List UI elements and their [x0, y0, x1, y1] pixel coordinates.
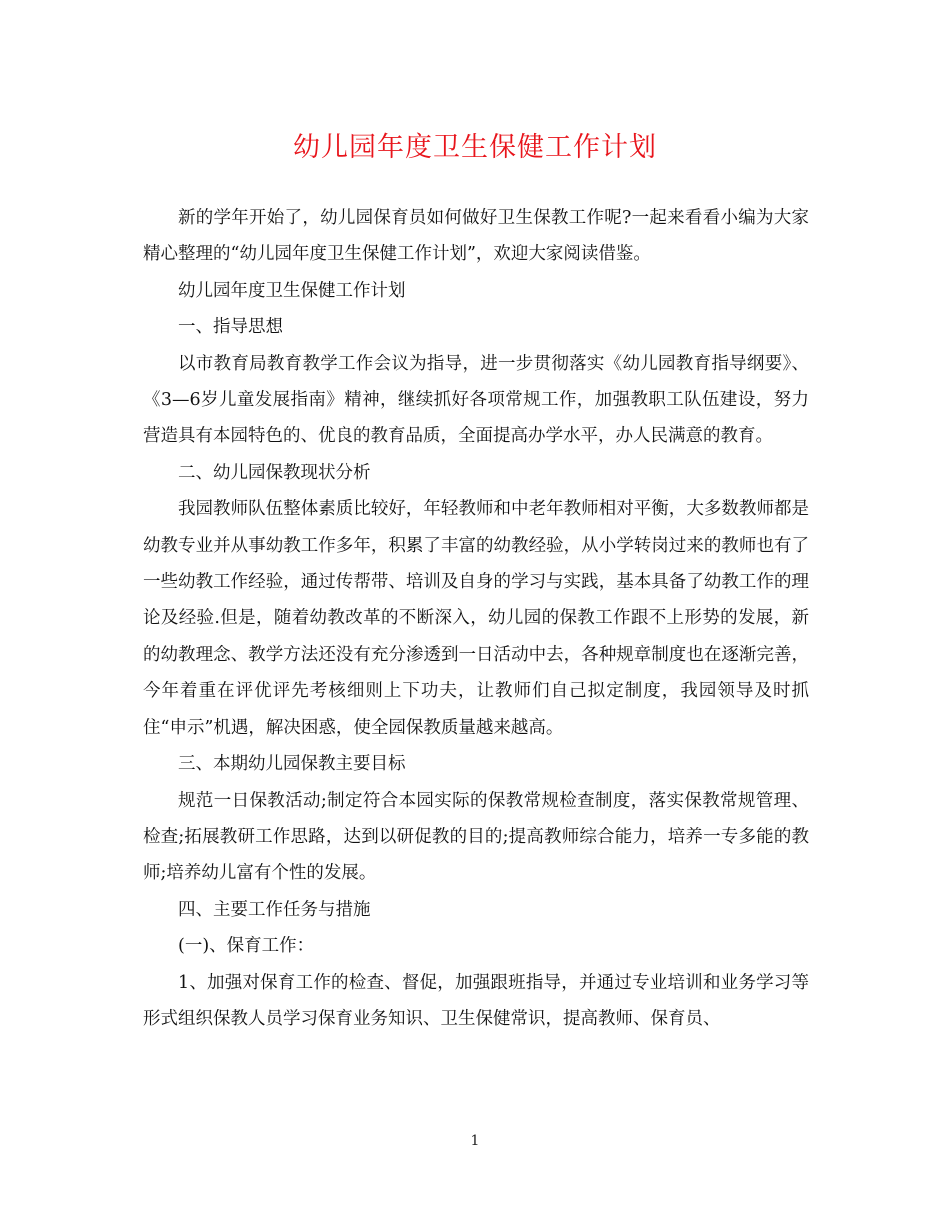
paragraph-main-goals: 规范一日保教活动;制定符合本园实际的保教常规检查制度，落实保教常规管理、检查;拓展教研工作思路，达到以研促教的目的;提高教师综合能力，培养一专多能的教师;培养幼儿富有个性的发展。: [143, 790, 809, 884]
section-heading-tasks-measures: 四、主要工作任务与措施: [178, 899, 371, 920]
section-heading-guiding-ideology: 一、指导思想: [178, 317, 283, 338]
paragraph-guiding-ideology: 以市教育局教育教学工作会议为指导，进一步贯彻落实《幼儿园教育指导纲要》、《3—6岁儿童发展指南》精神，继续抓好各项常规工作，加强教职工队伍建设，努力营造具有本园特色的、优良的教育品质，全面提高办学水平，办人民满意的教育。: [143, 353, 809, 447]
section-heading-status-analysis: 二、幼儿园保教现状分析: [178, 462, 371, 483]
paragraph-intro: 新的学年开始了，幼儿园保育员如何做好卫生保教工作呢?一起来看看小编为大家精心整理的“幼儿园年度卫生保健工作计划”，欢迎大家阅读借鉴。: [143, 208, 809, 265]
paragraph-plan-title: 幼儿园年度卫生保健工作计划: [178, 280, 406, 301]
paragraph-care-work-item-1: 1、加强对保育工作的检查、督促，加强跟班指导，并通过专业培训和业务学习等形式组织保教人员学习保育业务知识、卫生保健常识，提高教师、保育员、: [143, 972, 809, 1029]
paragraph-status-analysis: 我园教师队伍整体素质比较好，年轻教师和中老年教师相对平衡，大多数教师都是幼教专业并从事幼教工作多年，积累了丰富的幼教经验，从小学转岗过来的教师也有了一些幼教工作经验，通过传帮带、培训及自身的学习与实践，基本具备了幼教工作的理论及经验.但是，随着幼教改革的不断深入，幼儿园的保教工作跟不上形势的发展，新的幼教理念、教学方法还没有充分渗透到一日活动中去，各种规章制度也在逐渐完善，今年着重在评优评先考核细则上下功夫，让教师们自己拟定制度，我园领导及时抓住“申示”机遇，解决困惑，使全园保教质量越来越高。: [143, 499, 809, 738]
page-number: 1: [470, 1133, 480, 1149]
section-heading-main-goals: 三、本期幼儿园保教主要目标: [178, 754, 406, 775]
document-title: 幼儿园年度卫生保健工作计划: [293, 132, 657, 163]
subsection-heading-care-work: (一)、保育工作：: [178, 936, 315, 957]
document-body: [143, 200, 809, 1037]
